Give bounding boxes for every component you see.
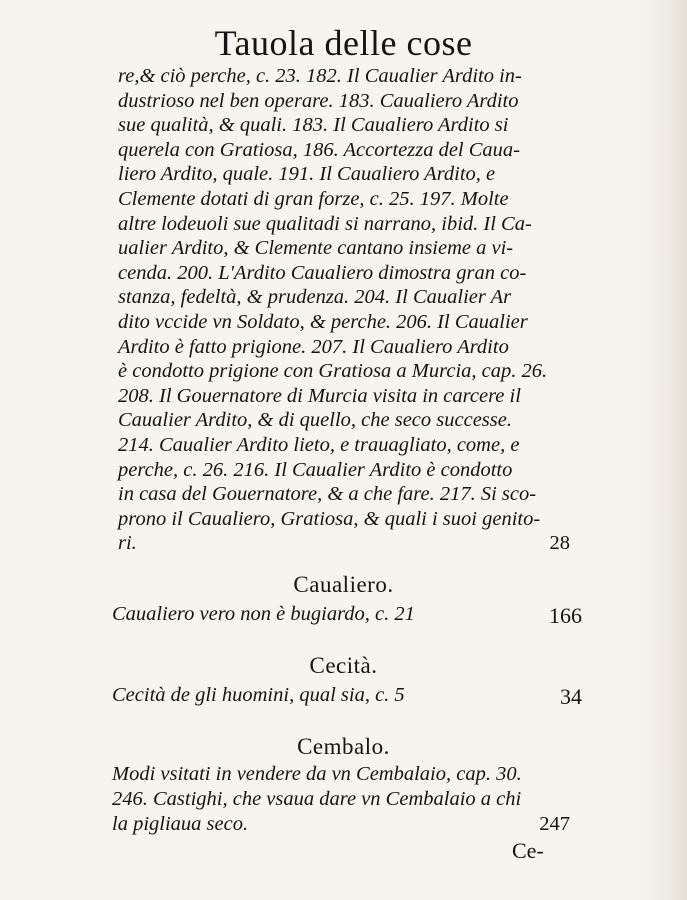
entry-line: stanza, fedeltà, & prudenza. 204. Il Caualier Ar xyxy=(118,286,512,309)
index-entry-cembalo xyxy=(112,762,570,837)
page-edge-shadow xyxy=(639,0,687,900)
entry-last-line xyxy=(118,531,573,556)
section-heading-cembalo: Cembalo. xyxy=(297,734,390,759)
entry-line: in casa del Gouernatore, & a che fare. 217. Si sco- xyxy=(118,483,537,506)
entry-line: prono il Caualiero, Gratiosa, & quali i suoi genito- xyxy=(118,507,541,530)
entry-line: Clemente dotati di gran forze, c. 25. 197. Molte xyxy=(118,187,509,210)
page-number: 247 xyxy=(539,813,570,835)
entry-line: dustrioso nel ben operare. 183. Caualiero Ardito xyxy=(118,89,519,112)
catchword: Ce- xyxy=(512,838,544,863)
entry-line: 214. Caualier Ardito lieto, e trauagliato, come, e xyxy=(118,433,520,456)
entry-last-line xyxy=(112,812,570,837)
entry-line: è condotto prigione con Gratiosa a Murcia, cap. 26. xyxy=(118,360,548,383)
entry-line: 208. Il Gouernatore di Murcia visita in carcere il xyxy=(118,384,521,407)
entry-line: altre lodeuoli sue qualitadi si narrano, ibid. Il Ca- xyxy=(118,212,532,235)
section-heading-caualiero: Caualiero. xyxy=(293,572,394,597)
running-head: Tauola delle cose xyxy=(214,23,473,63)
index-entry-cecita xyxy=(112,684,582,710)
page-number: 166 xyxy=(549,603,582,628)
entry-line: sue qualità, & quali. 183. Il Caualiero Ardito si xyxy=(118,114,509,137)
continued-entry xyxy=(118,64,573,556)
entry-line: ri. xyxy=(118,532,137,555)
page-number: 28 xyxy=(549,532,570,555)
entry-line: 246. Castighi, che vsaua dare vn Cembalaio a chi xyxy=(112,788,522,810)
entry-line: perche, c. 26. 216. Il Caualier Ardito è condotto xyxy=(118,458,513,481)
entry-line: la pigliaua seco. xyxy=(112,813,249,835)
entry-text: Caualiero vero non è bugiardo, c. 21 xyxy=(112,603,415,625)
section-heading-cecita: Cecità. xyxy=(309,653,378,678)
index-entry-caualiero xyxy=(112,603,582,629)
entry-line: Ardito è fatto prigione. 207. Il Caualiero Ardito xyxy=(118,335,509,358)
entry-line: liero Ardito, quale. 191. Il Caualiero Ardito, e xyxy=(118,163,496,186)
entry-line: cenda. 200. L'Ardito Caualiero dimostra gran co- xyxy=(118,261,527,284)
page-number: 34 xyxy=(560,684,582,709)
entry-line: dito vccide vn Soldato, & perche. 206. Il Caualier xyxy=(118,310,528,333)
entry-text: Cecità de gli huomini, qual sia, c. 5 xyxy=(112,684,405,706)
entry-line: Modi vsitati in vendere da vn Cembalaio, cap. 30. xyxy=(112,763,522,785)
entry-line: re,& ciò perche, c. 23. 182. Il Caualier Ardito in- xyxy=(118,65,522,87)
entry-line: ualier Ardito, & Clemente cantano insieme a vi- xyxy=(118,237,514,260)
entry-line: querela con Gratiosa, 186. Accortezza del Caua- xyxy=(118,138,520,161)
entry-line: Caualier Ardito, & di quello, che seco successe. xyxy=(118,409,512,432)
